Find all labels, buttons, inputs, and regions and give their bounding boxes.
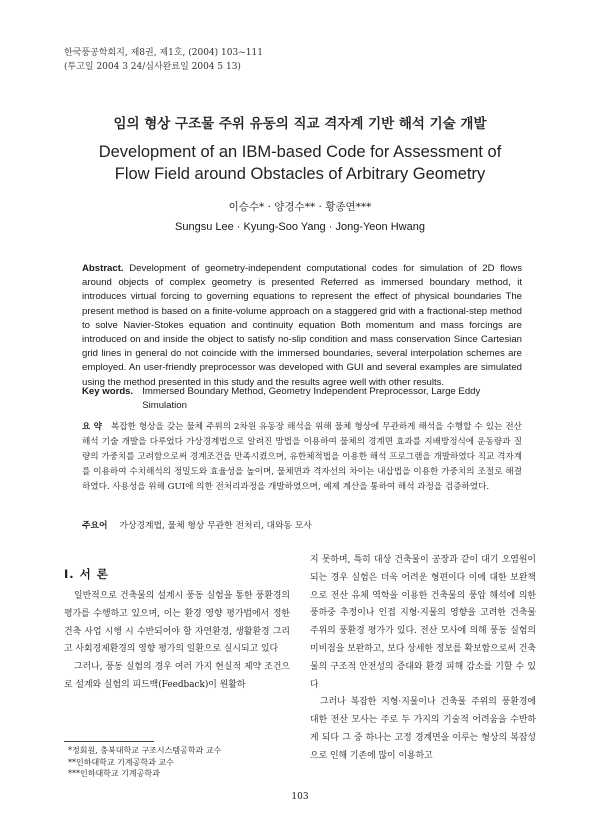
title-korean: 임의 형상 구조물 주위 유동의 직교 격자계 기반 해석 기술 개발 [113,116,487,132]
keywords-text: Immersed Boundary Method, Geometry Independent Preprocessor, Large Eddy Simulation [142,386,481,411]
authors-korean: 이승수* · 양경수** · 황종연*** [228,201,372,213]
summary-text: 복잡한 형상을 갖는 물체 주위의 2차원 유동장 해석을 위해 물체 형상에 무관하게 해석을 수행할 수 있는 전산 해석 기술 개발을 다루었다 가상경계법으로 알려진 방법을 이용하여 물체의 경계면 효과를 지배방정식에 운동량과 질량의 가중치를 고려함으로써 경계조건을 만족시켰으며, 유한체적법을 이용한 해석 프로그램을 개발하였다 직교 격자계를 이용하여 수치해석의 정밀도와 효율성을 높이며, 물체면과 격자선의 차이는 내삽법을 이용한 가중치의 조절로 해결하였다. 사용성을 위해 GUI에 의한 전처리과정을 개발하였으며, 예제 계산을 통하여 해석 과정을 검증하였다. [82,422,522,492]
journal-header [64,46,263,74]
title-english-line2: Flow Field around Obstacles of Arbitrary Geometry [114,165,486,183]
keywords-label: Key words. [82,386,134,397]
page-number: 103 [291,792,309,802]
received-date: (투고일 2004 3 24/심사완료일 2004 5 13) [64,62,241,72]
keywords-korean-label: 주요어 [82,521,108,531]
footnote-divider [64,741,154,742]
keywords-korean [82,518,522,531]
body-paragraph: 그러나 복잡한 지형·지물이나 건축물 주위의 풍환경에 대한 전산 모사는 주로 두 가지의 기술적 어려움을 수반하게 되다 그 중 하나는 고정 경계면을 이루는 형상의 복잡성으로 인해 기존에 많이 이용하고 [310,697,536,761]
body-column-left [64,588,290,695]
footnotes [68,745,221,780]
body-column-right [310,552,536,766]
body-paragraph: 지 못하며, 특히 대상 건축물이 공장과 같이 대기 오염원이 되는 경우 실험은 더욱 어려운 형편이다 이에 대한 보완책으로 전산 유체 역학을 이용한 건축물의 풍압 해석에 의한 풍하중 추정이나 인접 지형·지물의 영향을 고려한 건축물 주위의 풍환경 평가가 있다. 전산 모사에 의해 풍동 실험의 미비점을 보완하고, 보다 상세한 정보를 확보함으로써 건축물의 구조적 안전성의 증대와 환경 피해 감소를 기할 수 있다 [310,555,536,690]
journal-citation: 한국풍공학회지, 제8권, 제1호, (2004) 103~111 [64,48,263,58]
abstract [82,262,522,390]
section-title-introduction: I. 서 론 [64,567,109,581]
body-paragraph: 일반적으로 건축물의 설계시 풍동 실험을 통한 풍환경의 평가를 수행하고 있으며, 이는 환경 영향 평가법에서 정한 건축 사업 시행 시 수반되어야 할 자연환경, 생활환경 그리고 사회경제환경의 영향 평가의 일환으로 실시되고 있다 [64,591,290,655]
keywords-korean-text: 가상경계법, 물체 형상 무관한 전처리, 대와동 모사 [119,521,312,531]
title-english-line1: Development of an IBM-based Code for Assessment of [98,143,502,161]
abstract-label: Abstract. [82,263,124,274]
summary-korean [82,420,522,495]
footnote-item: ***인하대학교 기계공학과 [68,769,160,778]
footnote-item: *정회원, 충북대학교 구조시스템공학과 교수 [68,746,222,755]
authors-english: Sungsu Lee · Kyung-Soo Yang · Jong-Yeon Hwang [175,221,425,233]
title-english [40,141,560,185]
footnote-item: **인하대학교 기계공학과 교수 [68,757,174,767]
abstract-text: Development of geometry-independent computational codes for simulation of 2D flows around objects of complex geometry is presented Referred as immersed boundary method, it introduces virtual forcing to governing equations to represent the effect of physical boundaries The present method is based on a finite-volume approach on a staggered grid with a fractional-step method to solve Navier-Stokes equation and continuity equation Both momentum and mass forcings are introduced on and inside the object to satisfy no-slip condition and mass conservation Since Cartesian grid lines in general do not coincide with the immersed boundaries, several interpolation schemes are employed. An user-friendly preprocessor was developed with GUI and several examples are simulated using the method presented in this study and the results agree well with other results. [82,263,522,388]
body-paragraph: 그러나, 풍동 실험의 경우 여러 가지 현실적 제약 조건으로 설계와 실험의 피드백(Feedback)이 원활하 [64,662,290,690]
summary-label: 요 약 [82,422,102,432]
keywords [82,385,522,413]
